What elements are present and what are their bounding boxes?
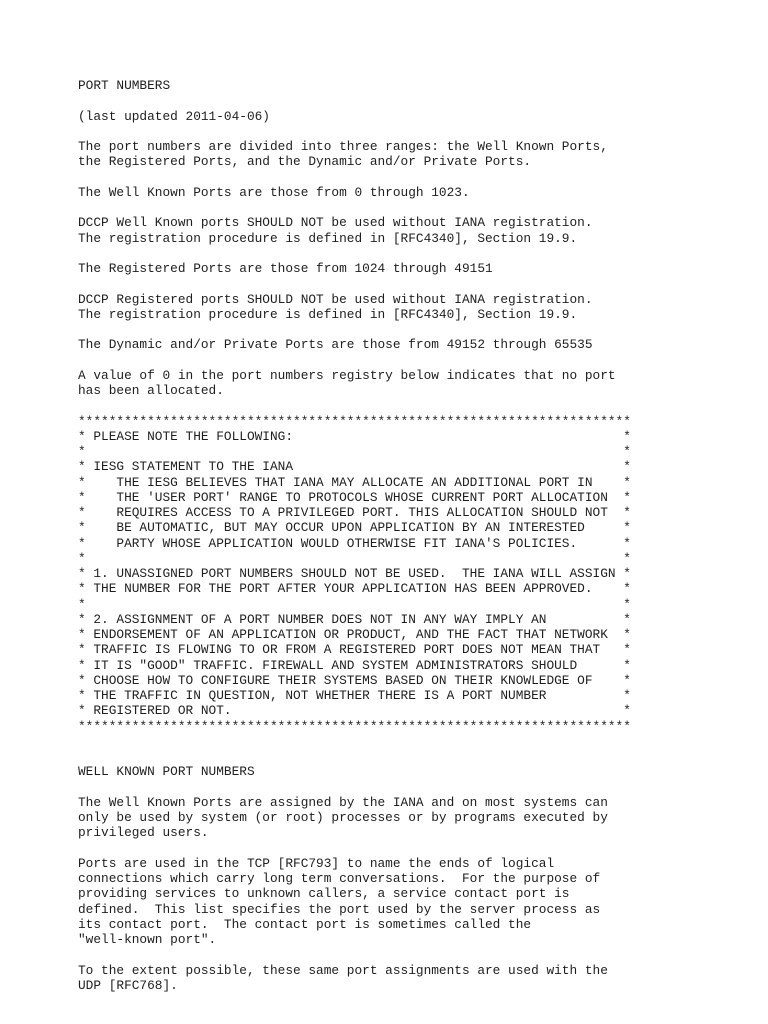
document-line: [78, 200, 758, 215]
document-line: [78, 124, 758, 139]
port-numbers-document: [78, 78, 758, 993]
document-line: [78, 276, 758, 291]
document-line: the Registered Ports, and the Dynamic and/or Private Ports.: [78, 154, 532, 170]
document-line: [78, 841, 758, 856]
document-line: Ports are used in the TCP [RFC793] to name the ends of logical: [78, 855, 555, 871]
document-line: * CHOOSE HOW TO CONFIGURE THEIR SYSTEMS BASED ON THEIR KNOWLEDGE OF *: [78, 672, 631, 688]
document-line: A value of 0 in the port numbers registry below indicates that no port: [78, 367, 616, 383]
document-line: * REQUIRES ACCESS TO A PRIVILEGED PORT. THIS ALLOCATION SHOULD NOT *: [78, 505, 631, 520]
document-line: * THE 'USER PORT' RANGE TO PROTOCOLS WHOSE CURRENT PORT ALLOCATION *: [78, 489, 631, 505]
document-line: [78, 749, 758, 764]
document-line: * ENDORSEMENT OF AN APPLICATION OR PRODUCT, AND THE FACT THAT NETWORK *: [78, 627, 631, 642]
document-line: * REGISTERED OR NOT. *: [78, 703, 631, 719]
document-line: * 1. UNASSIGNED PORT NUMBERS SHOULD NOT BE USED. THE IANA WILL ASSIGN *: [78, 566, 631, 581]
document-line: * PLEASE NOTE THE FOLLOWING: *: [78, 428, 631, 444]
document-line: * *: [78, 444, 631, 459]
document-line: providing services to unknown callers, a service contact port is: [78, 886, 570, 902]
document-line: [78, 170, 758, 185]
document-line: defined. This list specifies the port used by the server process as: [78, 901, 601, 917]
document-line: The Dynamic and/or Private Ports are those from 49152 through 65535: [78, 337, 593, 353]
document-line: connections which carry long term conversations. For the purpose of: [78, 871, 601, 886]
document-line: WELL KNOWN PORT NUMBERS: [78, 764, 255, 780]
document-line: The Well Known Ports are those from 0 through 1023.: [78, 184, 470, 200]
document-line: * 2. ASSIGNMENT OF A PORT NUMBER DOES NOT IN ANY WAY IMPLY AN *: [78, 611, 631, 627]
document-line: The registration procedure is defined in [RFC4340], Section 19.9.: [78, 306, 578, 322]
document-line: The Registered Ports are those from 1024 through 49151: [78, 261, 493, 276]
document-line: PORT NUMBERS: [78, 78, 171, 93]
document-line: * *: [78, 596, 631, 612]
document-line: The port numbers are divided into three ranges: the Well Known Ports,: [78, 139, 608, 154]
document-line: DCCP Well Known ports SHOULD NOT be used without IANA registration.: [78, 215, 593, 231]
document-line: The Well Known Ports are assigned by the IANA and on most systems can: [78, 794, 608, 810]
document-line: [78, 947, 758, 962]
document-line: UDP [RFC768].: [78, 977, 178, 993]
document-line: * BE AUTOMATIC, BUT MAY OCCUR UPON APPLICATION BY AN INTERESTED *: [78, 520, 631, 536]
document-line: privileged users.: [78, 825, 209, 841]
document-line: [78, 93, 758, 108]
document-line: only be used by system (or root) processes or by programs executed by: [78, 810, 608, 825]
document-line: its contact port. The contact port is sometimes called the: [78, 916, 532, 932]
document-line: * *: [78, 550, 631, 566]
document-line: ************************************************************************: [78, 718, 631, 734]
document-line: * IT IS "GOOD" TRAFFIC. FIREWALL AND SYSTEM ADMINISTRATORS SHOULD *: [78, 657, 631, 673]
document-line: [78, 734, 758, 749]
document-line: * THE NUMBER FOR THE PORT AFTER YOUR APPLICATION HAS BEEN APPROVED. *: [78, 581, 631, 597]
document-line: The registration procedure is defined in [RFC4340], Section 19.9.: [78, 230, 578, 246]
document-line: * THE IESG BELIEVES THAT IANA MAY ALLOCATE AN ADDITIONAL PORT IN *: [78, 474, 631, 490]
document-line: * PARTY WHOSE APPLICATION WOULD OTHERWISE FIT IANA'S POLICIES. *: [78, 535, 631, 551]
document-line: * THE TRAFFIC IN QUESTION, NOT WHETHER THERE IS A PORT NUMBER *: [78, 688, 631, 703]
document-line: ************************************************************************: [78, 413, 631, 429]
document-line: * IESG STATEMENT TO THE IANA *: [78, 459, 631, 475]
document-line: * TRAFFIC IS FLOWING TO OR FROM A REGISTERED PORT DOES NOT MEAN THAT *: [78, 642, 631, 658]
document-line: [78, 780, 758, 795]
document-line: DCCP Registered ports SHOULD NOT be used without IANA registration.: [78, 291, 593, 307]
document-line: (last updated 2011-04-06): [78, 108, 270, 124]
document-line: [78, 398, 758, 413]
document-line: To the extent possible, these same port assignments are used with the: [78, 962, 608, 978]
document-line: [78, 353, 758, 368]
document-line: [78, 246, 758, 261]
document-line: "well-known port".: [78, 932, 217, 947]
document-line: has been allocated.: [78, 383, 224, 398]
document-line: [78, 322, 758, 337]
